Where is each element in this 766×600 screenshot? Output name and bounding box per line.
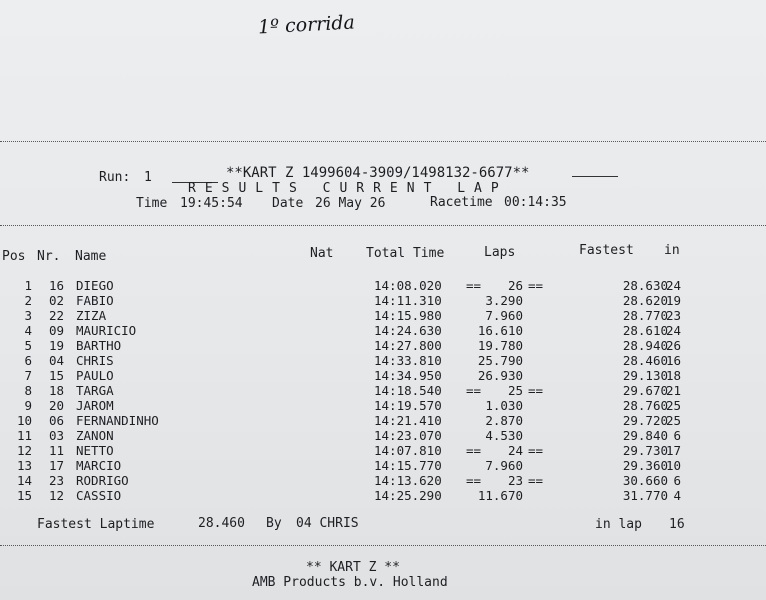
row-fastest: 28.610: [622, 323, 668, 338]
row-pos: 8: [24, 383, 32, 398]
col-total-time-header: Total Time: [366, 246, 445, 261]
row-mark-left: ==: [466, 473, 482, 488]
row-pos: 7: [24, 368, 32, 383]
row-in-lap: 24: [665, 323, 681, 338]
fastest-by-driver: 04 CHRIS: [296, 516, 359, 531]
run-value: 1: [144, 170, 152, 185]
row-fastest: 28.630: [622, 278, 668, 293]
row-pos: 5: [24, 338, 32, 353]
row-total-time: 14:13.620: [374, 473, 442, 488]
table-row: [0, 368, 766, 383]
table-row: [0, 443, 766, 458]
row-fastest: 29.670: [622, 383, 668, 398]
row-in-lap: 17: [665, 443, 681, 458]
col-nat-header: Nat: [310, 246, 334, 261]
header-divider: [0, 225, 766, 226]
table-row: [0, 323, 766, 338]
row-in-lap: 21: [665, 383, 681, 398]
row-nr: 15: [49, 368, 65, 383]
in-lap-value: 16: [669, 517, 685, 532]
row-nr: 06: [49, 413, 65, 428]
col-pos-header: Pos: [2, 249, 26, 264]
table-row: [0, 428, 766, 443]
kart-title: **KART Z 1499604-3909/1498132-6677**: [226, 165, 530, 181]
table-row: [0, 458, 766, 473]
row-pos: 10: [16, 413, 32, 428]
row-laps: 24: [507, 443, 523, 458]
row-mark-left: ==: [466, 383, 482, 398]
row-laps: 2.870: [485, 413, 523, 428]
run-label: Run:: [99, 170, 131, 185]
table-row: [0, 398, 766, 413]
row-fastest: 28.760: [622, 398, 668, 413]
row-in-lap: 18: [665, 368, 681, 383]
row-laps: 1.030: [485, 398, 523, 413]
table-row: [0, 338, 766, 353]
row-fastest: 29.720: [622, 413, 668, 428]
table-row: [0, 488, 766, 503]
row-in-lap: 25: [665, 398, 681, 413]
row-laps: 4.530: [485, 428, 523, 443]
in-lap-label: in lap: [595, 517, 642, 532]
row-pos: 1: [24, 278, 32, 293]
row-total-time: 14:11.310: [374, 293, 442, 308]
row-laps: 3.290: [485, 293, 523, 308]
row-name: FABIO: [76, 293, 114, 308]
row-laps: 26: [507, 278, 523, 293]
row-in-lap: 6: [673, 428, 681, 443]
row-nr: 23: [49, 473, 65, 488]
row-name: FERNANDINHO: [76, 413, 159, 428]
row-total-time: 14:18.540: [374, 383, 442, 398]
col-fastest-header: Fastest: [579, 243, 634, 258]
row-total-time: 14:08.020: [374, 278, 442, 293]
row-pos: 3: [24, 308, 32, 323]
table-row: [0, 473, 766, 488]
row-pos: 13: [16, 458, 32, 473]
row-pos: 12: [16, 443, 32, 458]
row-nr: 20: [49, 398, 65, 413]
row-laps: 19.780: [477, 338, 523, 353]
row-laps: 11.670: [477, 488, 523, 503]
row-name: CHRIS: [76, 353, 114, 368]
row-name: MAURICIO: [76, 323, 137, 338]
row-nr: 18: [49, 383, 65, 398]
row-pos: 14: [16, 473, 32, 488]
table-row: [0, 308, 766, 323]
row-nr: 11: [49, 443, 65, 458]
table-row: [0, 383, 766, 398]
row-fastest: 31.770: [622, 488, 668, 503]
row-name: MARCIO: [76, 458, 122, 473]
row-name: NETTO: [76, 443, 114, 458]
row-name: BARTHO: [76, 338, 122, 353]
company-line: AMB Products b.v. Holland: [252, 575, 448, 590]
col-laps-header: Laps: [484, 245, 516, 260]
row-mark-right: ==: [528, 278, 544, 293]
row-laps: 23: [507, 473, 523, 488]
row-total-time: 14:15.980: [374, 308, 442, 323]
row-nr: 12: [49, 488, 65, 503]
blank-line-right: [572, 176, 618, 177]
row-mark-right: ==: [528, 443, 544, 458]
row-name: PAULO: [76, 368, 114, 383]
row-in-lap: 16: [665, 353, 681, 368]
col-name-header: Name: [75, 249, 107, 264]
row-pos: 11: [16, 428, 32, 443]
row-fastest: 29.360: [622, 458, 668, 473]
row-laps: 7.960: [485, 308, 523, 323]
row-pos: 4: [24, 323, 32, 338]
row-name: CASSIO: [76, 488, 122, 503]
row-pos: 2: [24, 293, 32, 308]
row-pos: 9: [24, 398, 32, 413]
row-in-lap: 4: [673, 488, 681, 503]
row-nr: 09: [49, 323, 65, 338]
row-laps: 25.790: [477, 353, 523, 368]
date-label: Date: [272, 196, 304, 211]
racetime-value: 00:14:35: [504, 195, 567, 210]
row-fastest: 28.940: [622, 338, 668, 353]
row-name: JAROM: [76, 398, 114, 413]
row-mark-right: ==: [528, 473, 544, 488]
table-row: [0, 413, 766, 428]
row-total-time: 14:19.570: [374, 398, 442, 413]
row-total-time: 14:34.950: [374, 368, 442, 383]
time-value: 19:45:54: [180, 196, 243, 211]
row-nr: 16: [49, 278, 65, 293]
row-total-time: 14:27.800: [374, 338, 442, 353]
row-name: TARGA: [76, 383, 114, 398]
fastest-laptime-label: Fastest Laptime: [37, 517, 155, 532]
row-laps: 25: [507, 383, 523, 398]
row-nr: 22: [49, 308, 65, 323]
handwritten-note: 1º corrida: [257, 11, 356, 39]
col-nr-header: Nr.: [37, 249, 61, 264]
fastest-laptime-value: 28.460: [198, 516, 245, 531]
row-in-lap: 23: [665, 308, 681, 323]
row-fastest: 29.130: [622, 368, 668, 383]
row-total-time: 14:24.630: [374, 323, 442, 338]
table-row: [0, 293, 766, 308]
results-title: RESULTS CURRENT LAP: [188, 181, 508, 196]
row-in-lap: 25: [665, 413, 681, 428]
row-nr: 19: [49, 338, 65, 353]
row-name: ZIZA: [76, 308, 107, 323]
row-in-lap: 24: [665, 278, 681, 293]
row-nr: 03: [49, 428, 65, 443]
fastest-by-label: By: [266, 516, 282, 531]
racetime-label: Racetime: [430, 195, 493, 210]
row-in-lap: 26: [665, 338, 681, 353]
row-total-time: 14:25.290: [374, 488, 442, 503]
table-row: [0, 353, 766, 368]
top-divider: [0, 141, 766, 142]
row-laps: 16.610: [477, 323, 523, 338]
row-in-lap: 10: [665, 458, 681, 473]
time-label: Time: [136, 196, 168, 211]
row-fastest: 29.840: [622, 428, 668, 443]
row-mark-left: ==: [466, 278, 482, 293]
row-total-time: 14:07.810: [374, 443, 442, 458]
row-fastest: 28.770: [622, 308, 668, 323]
row-laps: 7.960: [485, 458, 523, 473]
footer-divider: [0, 545, 766, 546]
row-in-lap: 6: [673, 473, 681, 488]
date-value: 26 May 26: [315, 196, 386, 211]
row-total-time: 14:21.410: [374, 413, 442, 428]
row-pos: 6: [24, 353, 32, 368]
row-pos: 15: [16, 488, 32, 503]
row-nr: 04: [49, 353, 65, 368]
row-name: DIEGO: [76, 278, 114, 293]
row-laps: 26.930: [477, 368, 523, 383]
row-fastest: 28.460: [622, 353, 668, 368]
row-nr: 02: [49, 293, 65, 308]
row-name: ZANON: [76, 428, 114, 443]
row-fastest: 28.620: [622, 293, 668, 308]
row-mark-right: ==: [528, 383, 544, 398]
row-name: RODRIGO: [76, 473, 129, 488]
row-in-lap: 19: [665, 293, 681, 308]
row-mark-left: ==: [466, 443, 482, 458]
row-total-time: 14:33.810: [374, 353, 442, 368]
row-fastest: 30.660: [622, 473, 668, 488]
row-fastest: 29.730: [622, 443, 668, 458]
row-total-time: 14:23.070: [374, 428, 442, 443]
col-in-header: in: [664, 243, 680, 258]
brand-line: ** KART Z **: [306, 560, 400, 575]
table-row: [0, 278, 766, 293]
row-nr: 17: [49, 458, 65, 473]
row-total-time: 14:15.770: [374, 458, 442, 473]
